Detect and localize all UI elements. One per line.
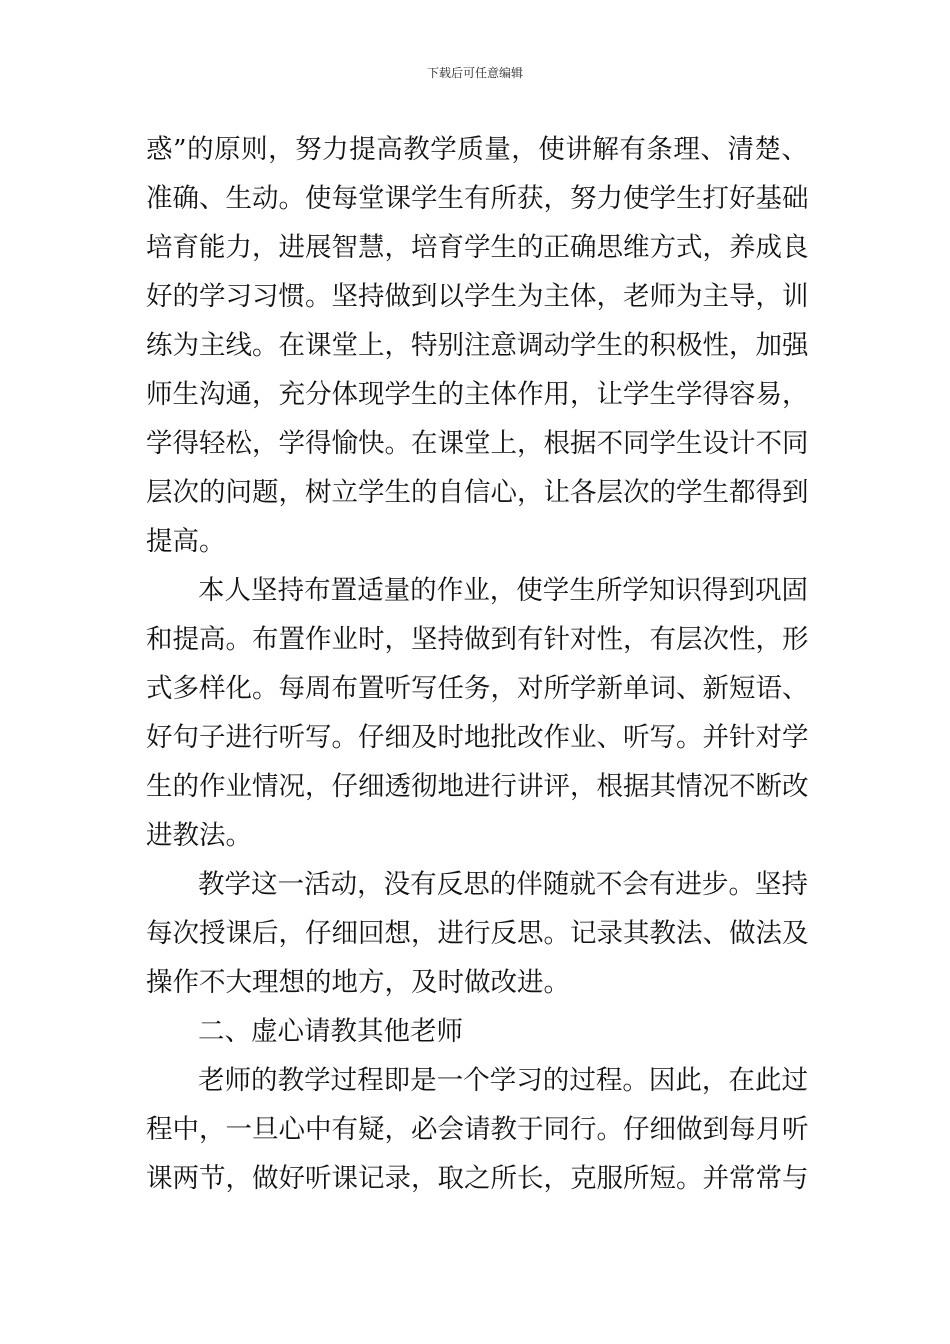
text-line: 准确、生动。使每堂课学生有所获，努力使学生打好基础 xyxy=(146,183,809,214)
text-line: 生的作业情况，仔细透彻地进行讲评，根据其情况不断改 xyxy=(146,771,809,802)
text-line: 式多样化。每周布置听写任务，对所学新单词、新短语、 xyxy=(146,673,809,704)
paragraph xyxy=(146,860,808,1007)
page-header: 下载后可任意编辑 xyxy=(426,66,523,80)
text-line: 提高。 xyxy=(146,526,226,557)
text-line: 程中，一旦心中有疑，必会请教于同行。仔细做到每月听 xyxy=(146,1114,809,1145)
section-heading xyxy=(146,1007,808,1056)
text-line: 好的学习习惯。坚持做到以学生为主体，老师为主导，训 xyxy=(146,281,809,312)
text-line: 学得轻松，学得愉快。在课堂上，根据不同学生设计不同 xyxy=(146,428,809,459)
text-line: 惑”的原则，努力提高教学质量，使讲解有条理、清楚、 xyxy=(146,134,808,165)
text-line: 课两节，做好听课记录，取之所长，克服所短。并常常与 xyxy=(146,1163,809,1194)
text-line: 教学这一活动，没有反思的伴随就不会有进步。坚持 xyxy=(198,869,808,900)
text-line: 进教法。 xyxy=(146,820,252,851)
text-line: 好句子进行听写。仔细及时地批改作业、听写。并针对学 xyxy=(146,722,809,753)
paragraph xyxy=(146,566,808,860)
text-line: 每次授课后，仔细回想，进行反思。记录其教法、做法及 xyxy=(146,918,809,949)
text-line: 二、虚心请教其他老师 xyxy=(198,1016,463,1047)
text-line: 师生沟通，充分体现学生的主体作用，让学生学得容易， xyxy=(146,379,809,410)
text-line: 培育能力，进展智慧，培育学生的正确思维方式，养成良 xyxy=(146,232,809,263)
text-line: 层次的问题，树立学生的自信心，让各层次的学生都得到 xyxy=(146,477,809,508)
document-body xyxy=(146,125,808,1203)
paragraph xyxy=(146,125,808,566)
text-line: 本人坚持布置适量的作业，使学生所学知识得到巩固 xyxy=(198,575,808,606)
text-line: 和提高。布置作业时，坚持做到有针对性，有层次性，形 xyxy=(146,624,809,655)
text-line: 操作不大理想的地方，及时做改进。 xyxy=(146,967,570,998)
text-line: 练为主线。在课堂上，特别注意调动学生的积极性，加强 xyxy=(146,330,809,361)
paragraph xyxy=(146,1056,808,1203)
text-line: 老师的教学过程即是一个学习的过程。因此，在此过 xyxy=(198,1065,808,1096)
